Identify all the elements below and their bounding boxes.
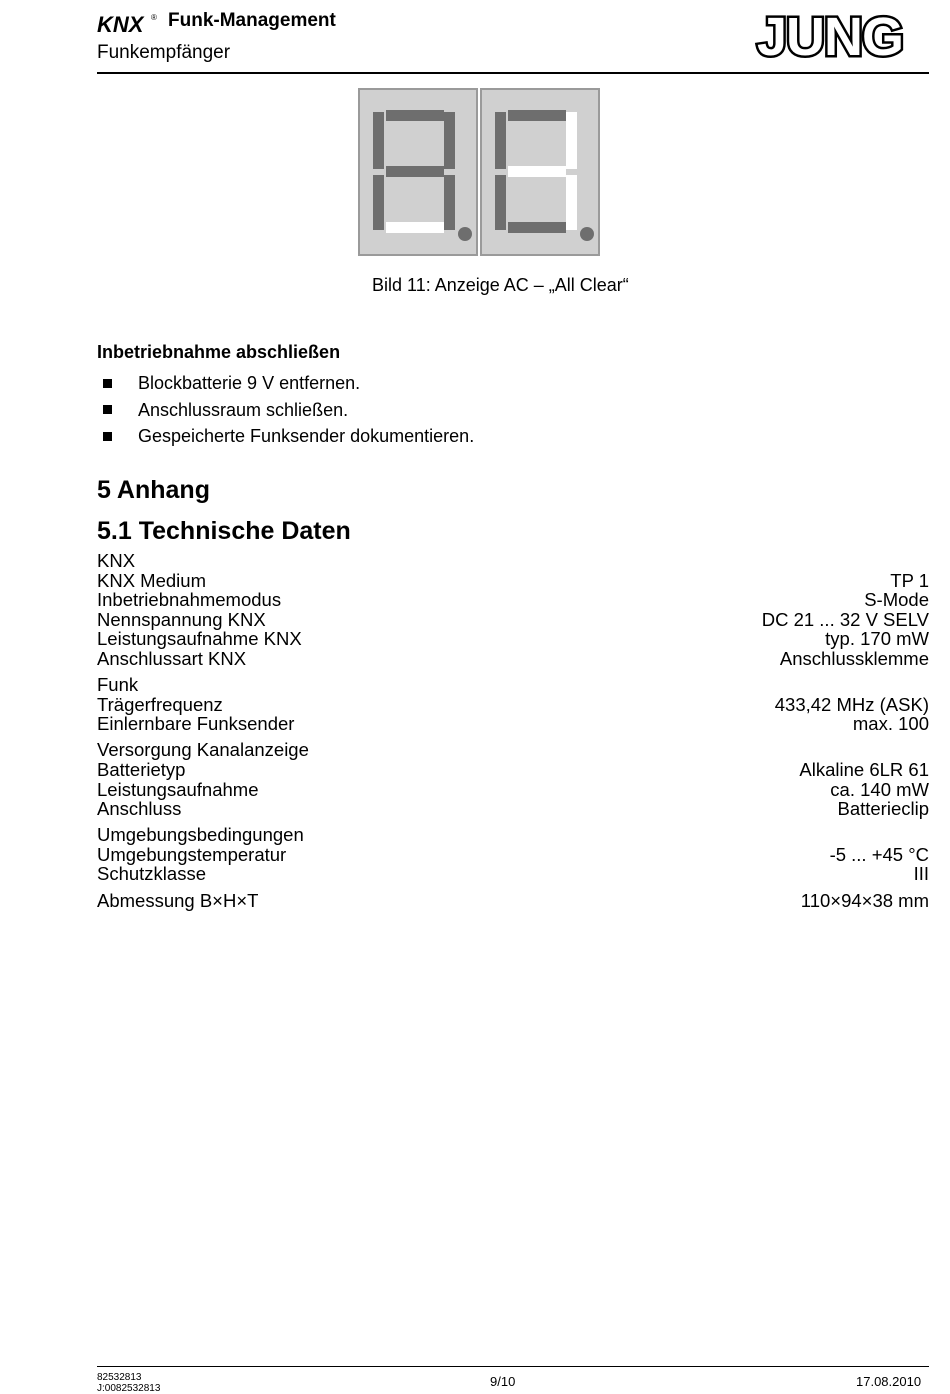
spec-group-environment (97, 825, 929, 884)
spec-row: Leistungsaufnahme KNX typ. 170 mW (97, 628, 929, 650)
segment-d-bottom (508, 222, 566, 233)
spec-group-supply (97, 740, 929, 818)
list-item: Blockbatterie 9 V entfernen. (103, 370, 474, 397)
segment-b-upper-right (444, 112, 455, 169)
spec-row: Anschlussart KNX Anschlussklemme (97, 647, 929, 669)
footer-divider (97, 1366, 929, 1367)
segment-f-upper-left (495, 112, 506, 169)
display-digit-a (358, 88, 478, 256)
spec-row: Inbetriebnahmemodus S-Mode (97, 589, 929, 611)
footer-job-id: J:0082532813 (97, 1383, 161, 1394)
commissioning-list (103, 370, 474, 450)
display-digit-c (480, 88, 600, 256)
knx-logo (97, 11, 159, 37)
list-item: Gespeicherte Funksender dokumentieren. (103, 423, 474, 450)
spec-row: KNX Medium TP 1 (97, 569, 929, 591)
spec-group-title: Umgebungsbedingungen (97, 824, 304, 846)
header-divider (97, 72, 929, 74)
spec-row: Schutzklasse III (97, 863, 929, 885)
spec-group-title: Versorgung Kanalanzeige (97, 739, 309, 761)
spec-group-funk (97, 675, 929, 734)
spec-row: Nennspannung KNX DC 21 ... 32 V SELV (97, 608, 929, 630)
segment-g-middle (508, 166, 566, 177)
spec-row: Trägerfrequenz 433,42 MHz (ASK) (97, 693, 929, 715)
technical-data-table (97, 551, 929, 917)
bullet-square-icon (103, 379, 112, 388)
spec-group-dimensions (97, 891, 929, 911)
figure-caption: Bild 11: Anzeige AC – „All Clear“ (372, 275, 629, 295)
segment-g-middle (386, 166, 444, 177)
footer-page-number: 9/10 (490, 1374, 516, 1389)
segment-a-top (508, 110, 566, 121)
spec-row: Umgebungstemperatur -5 ... +45 °C (97, 843, 929, 865)
spec-group-title: Funk (97, 674, 139, 696)
spec-group-title: KNX (97, 550, 136, 571)
svg-text:JUNG: JUNG (756, 9, 904, 61)
spec-group-knx (97, 551, 929, 669)
segment-f-upper-left (373, 112, 384, 169)
footer-date: 17.08.2010 (856, 1374, 922, 1389)
header-subtitle: Funkempfänger (97, 42, 231, 63)
heading-technical-data: 5.1 Technische Daten (97, 517, 351, 545)
jung-logo (731, 9, 929, 61)
segment-e-lower-left (495, 175, 506, 230)
segment-c-lower-right (566, 175, 577, 230)
segment-dp (458, 227, 472, 241)
list-item: Anschlussraum schließen. (103, 397, 474, 424)
section-heading-commissioning: Inbetriebnahme abschließen (97, 342, 341, 362)
segment-d-bottom (386, 222, 444, 233)
footer-document-id: 82532813 (97, 1372, 142, 1383)
segment-b-upper-right (566, 112, 577, 169)
segment-dp (580, 227, 594, 241)
spec-row: Anschluss Batterieclip (97, 798, 929, 820)
spec-row: Batterietyp Alkaline 6LR 61 (97, 758, 929, 780)
spec-row: Leistungsaufnahme ca. 140 mW (97, 778, 929, 800)
bullet-square-icon (103, 405, 112, 414)
spec-row: Einlernbare Funksender max. 100 (97, 713, 929, 735)
svg-text:KNX: KNX (97, 12, 144, 37)
svg-text:®: ® (151, 13, 157, 22)
header-title: Funk-Management (168, 10, 336, 31)
segment-e-lower-left (373, 175, 384, 230)
bullet-square-icon (103, 432, 112, 441)
heading-appendix: 5 Anhang (97, 476, 210, 504)
segment-a-top (386, 110, 444, 121)
spec-row: Abmessung B×H×T 110×94×38 mm (97, 889, 929, 911)
segment-c-lower-right (444, 175, 455, 230)
